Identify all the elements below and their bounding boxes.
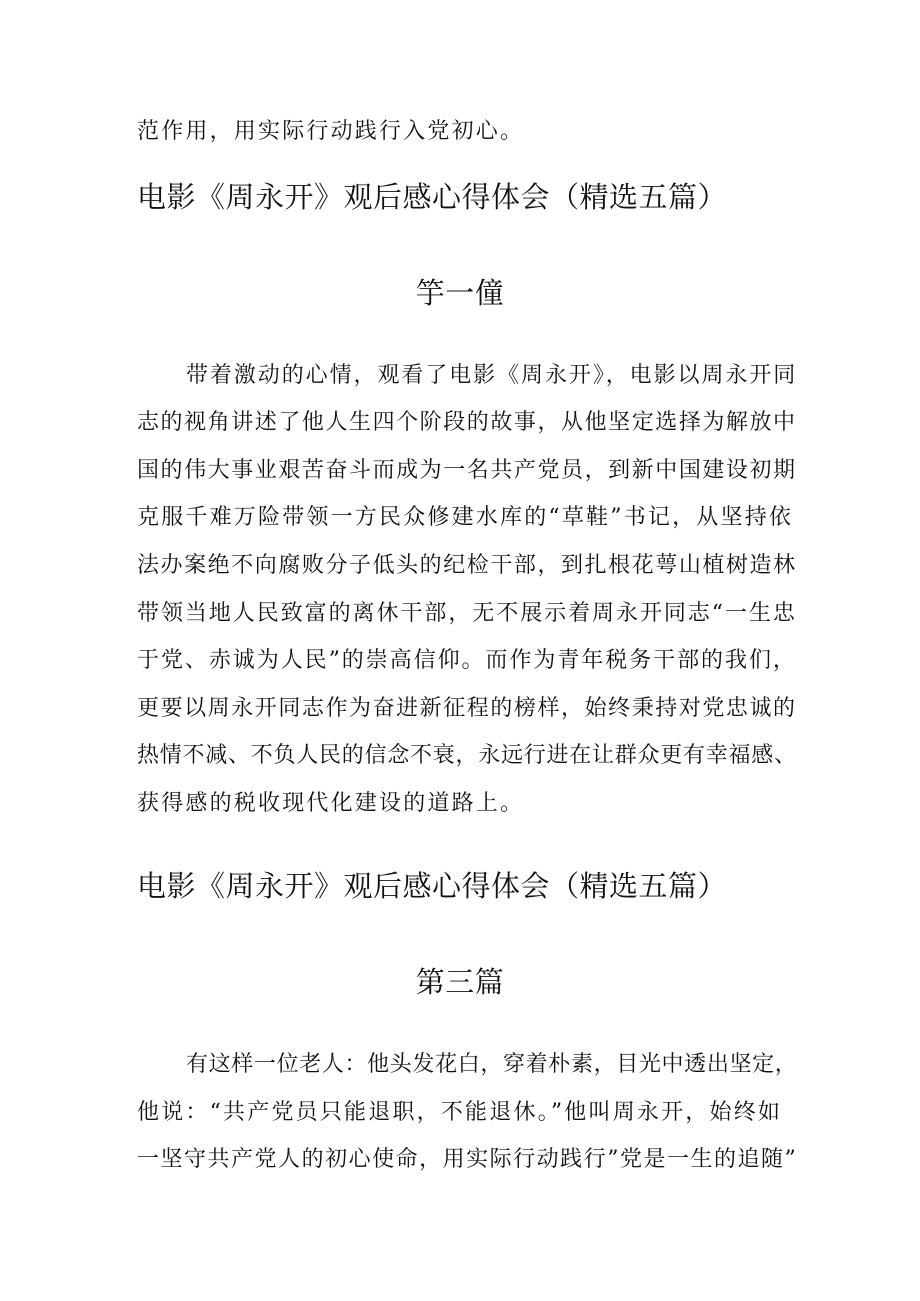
paragraph-line: 有这样一位老人：他头发花白，穿着朴素，目光中透出坚定， (186, 1052, 798, 1077)
paragraph-line: 他说：“共产党员只能退职，不能退休。”他叫周永开，始终如 (137, 1100, 783, 1125)
paragraph-line: 克服千难万险带领一方民众修建水库的“草鞋”书记，从坚持依 (137, 505, 794, 530)
section-subtitle: 第三篇 (415, 965, 505, 999)
paragraph-line: 热情不减、不负人民的信念不衰，永远行进在让群众更有幸福感、 (137, 743, 797, 768)
section-title: 电影《周永开》观后感心得体会（精选五篇） (137, 869, 728, 903)
paragraph-line: 带领当地人民致富的离休干部，无不展示着周永开同志“一生忠 (137, 601, 797, 626)
paragraph-line: 获得感的税收现代化建设的道路上。 (137, 791, 525, 816)
paragraph-line: 带着激动的心情，观看了电影《周永开》，电影以周永开同 (186, 363, 798, 388)
section-title: 电影《周永开》观后感心得体会（精选五篇） (137, 180, 728, 214)
paragraph-line: 一坚守共产党人的初心使命，用实际行动践行”党是一生的追随” (137, 1147, 798, 1172)
paragraph-line: 志的视角讲述了他人生四个阶段的故事，从他坚定选择为解放中 (137, 410, 797, 435)
paragraph-line: 范作用，用实际行动践行入党初心。 (137, 119, 525, 144)
paragraph-line: 更要以周永开同志作为奋进新征程的榜样，始终秉持对党忠诚的 (137, 696, 797, 721)
paragraph-line: 国的伟大事业艰苦奋斗而成为一名共产党员，到新中国建设初期 (137, 458, 797, 483)
paragraph-line: 法办案绝不向腐败分子低头的纪检干部，到扎根花萼山植树造林 (137, 553, 797, 578)
section-subtitle: 竽一僮 (415, 276, 505, 310)
paragraph-line: 于党、赤诚为人民”的崇高信仰。而作为青年税务干部的我们， (137, 648, 797, 673)
